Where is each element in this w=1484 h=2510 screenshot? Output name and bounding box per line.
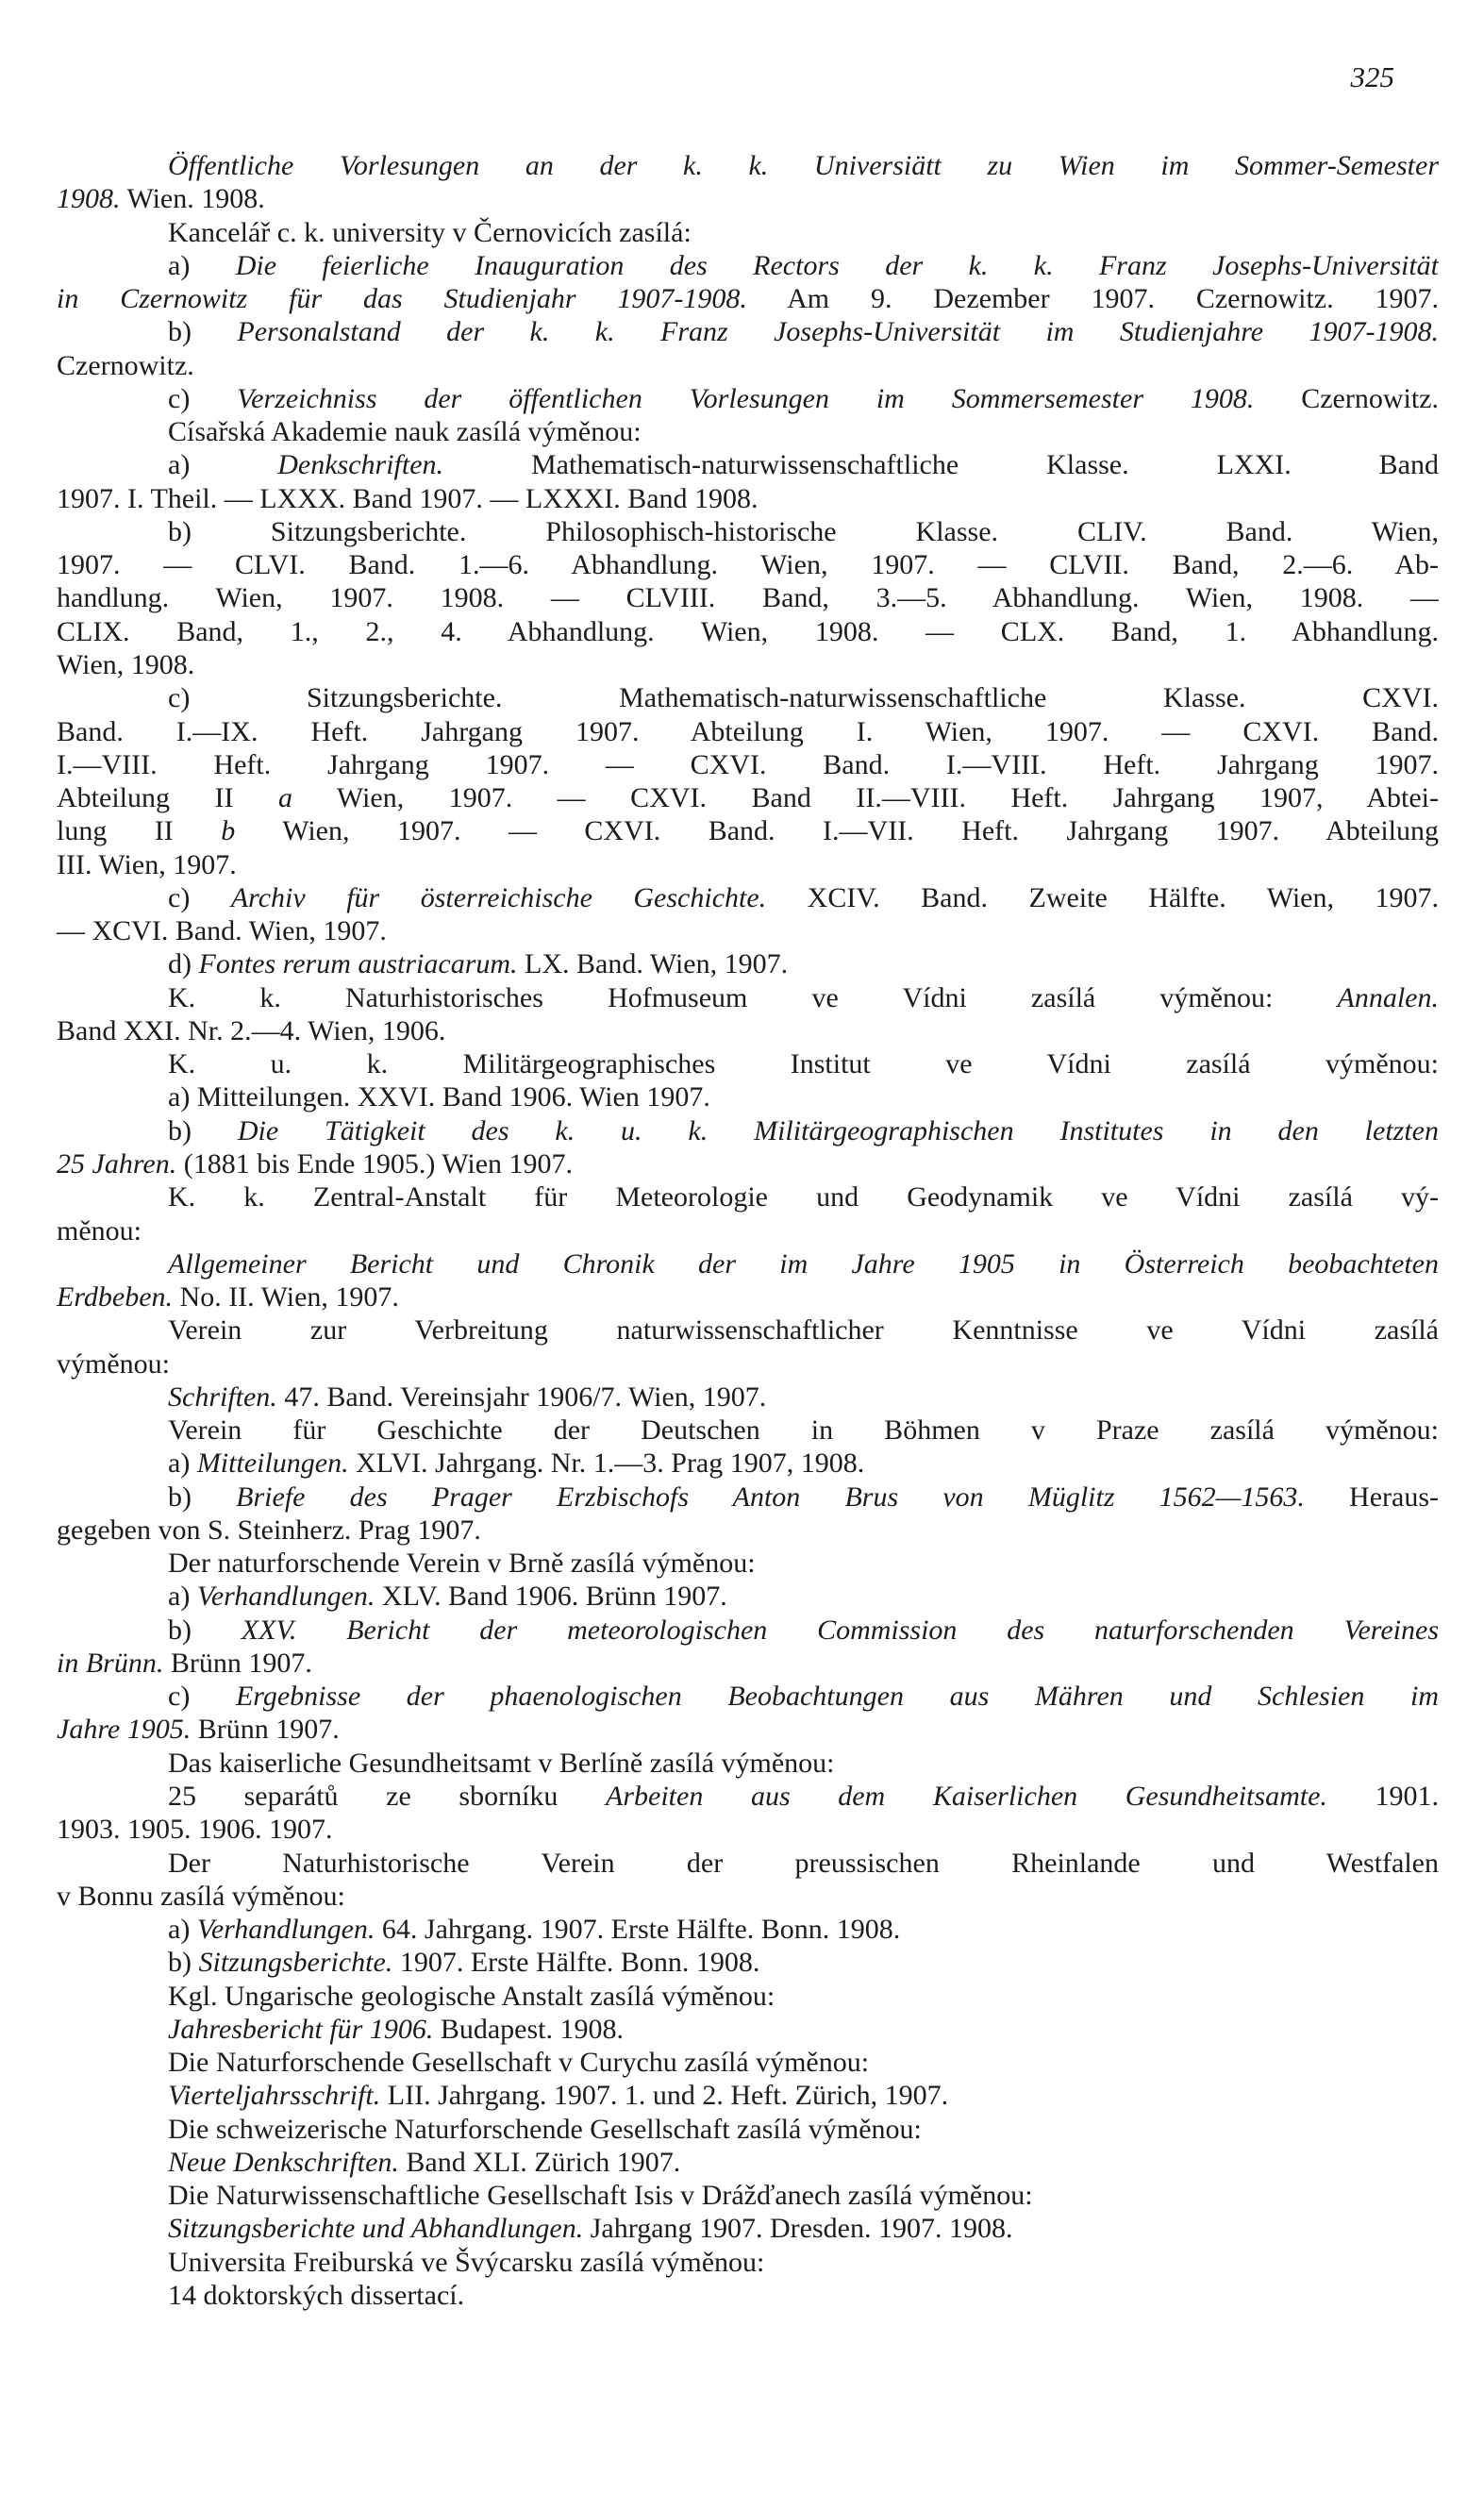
text-segment: Die schweizerische Naturforschende Gesellschaft zasílá výměnou: [168, 2113, 922, 2145]
italic-text: 25 Jahren. [57, 1147, 177, 1180]
text-segment: Das kaiserliche Gesundheitsamt v Berlíně zasílá výměnou: [168, 1747, 835, 1779]
text-segment: K. k. Naturhistorisches Hofmuseum ve Vídni zasílá výměnou: [168, 981, 1338, 1013]
text-segment: Mathematisch-naturwissenschaftliche Klasse. LXXI. Band [443, 449, 1439, 481]
text-segment: 1907. I. Theil. — LXXX. Band 1907. — LXXXI. Band 1908. [57, 482, 759, 514]
text-segment: c) Sitzungsberichte. Mathematisch-naturwissenschaftliche Klasse. CXVI. [168, 682, 1439, 714]
text-segment: XLV. Band 1906. Brünn 1907. [375, 1581, 727, 1613]
text-line [57, 615, 1439, 648]
italic-text: Vierteljahrsschrift. [168, 2080, 381, 2112]
text-segment: XCIV. Band. Zweite Hälfte. Wien, 1907. [766, 881, 1439, 913]
text-segment: gegeben von S. Steinherz. Prag 1907. [57, 1514, 481, 1546]
text-line [57, 182, 1439, 215]
text-line [57, 1647, 1439, 1680]
text-line [57, 282, 1439, 315]
italic-text: in Brünn. [57, 1647, 164, 1679]
text-line [57, 1080, 1439, 1113]
text-segment: Wien, 1907. — CXVI. Band II.—VIII. Heft. Jahrgang 1907, Abtei- [292, 782, 1439, 814]
text-segment: d) [168, 948, 199, 980]
text-line [57, 1414, 1439, 1447]
text-segment: a) Mitteilungen. XXVI. Band 1906. Wien 1907. [168, 1081, 710, 1113]
text-segment: K. u. k. Militärgeographisches Institut ve Vídni zasílá výměnou: [168, 1048, 1439, 1080]
text-line [57, 681, 1439, 714]
text-segment: Wien, 1908. [57, 648, 195, 680]
text-line [57, 947, 1439, 980]
text-line [57, 1946, 1439, 1979]
text-segment: a) [168, 1581, 197, 1613]
text-line [57, 482, 1439, 515]
text-segment: Czernowitz. [1254, 382, 1439, 414]
text-line [57, 1713, 1439, 1746]
italic-text: a [277, 782, 292, 814]
text-segment: XLVI. Jahrgang. Nr. 1.—3. Prag 1907, 1908. [348, 1447, 865, 1480]
text-line [57, 2246, 1439, 2279]
italic-text: Verhandlungen. [196, 1914, 375, 1946]
text-segment: Císařská Akademie nauk zasílá výměnou: [168, 416, 642, 448]
text-segment: Jahrgang 1907. Dresden. 1907. 1908. [583, 2213, 1013, 2245]
italic-text: Sitzungsberichte. [198, 1947, 393, 1979]
text-segment: Heraus- [1304, 1481, 1439, 1513]
text-segment: b) Sitzungsberichte. Philosophisch-historische Klasse. CLIV. Band. Wien, [168, 515, 1439, 547]
text-segment: LII. Jahrgang. 1907. 1. und 2. Heft. Zürich, 1907. [380, 2080, 949, 2112]
text-segment: Kgl. Ungarische geologische Anstalt zasílá výměnou: [168, 1980, 775, 2012]
text-line [57, 415, 1439, 448]
text-segment: 64. Jahrgang. 1907. Erste Hälfte. Bonn. 1908. [375, 1914, 901, 1946]
text-line [57, 715, 1439, 748]
text-line [57, 1514, 1439, 1547]
italic-text: Ergebnisse der phaenologischen Beobachtungen aus Mähren und Schlesien im [235, 1681, 1439, 1713]
italic-text: Mitteilungen. [196, 1447, 349, 1480]
text-segment: měnou: [57, 1214, 142, 1247]
text-segment: b) [168, 316, 238, 348]
text-segment: 14 doktorských dissertací. [168, 2280, 465, 2311]
text-line [57, 1214, 1439, 1247]
text-segment: handlung. Wien, 1907. 1908. — CLVIII. Band, 3.—5. Abhandlung. Wien, 1908. — [57, 582, 1439, 614]
italic-text: Erdbeben. [57, 1281, 174, 1314]
text-line [57, 2146, 1439, 2179]
italic-text: b [221, 815, 236, 847]
text-line [57, 581, 1439, 614]
text-line [57, 881, 1439, 914]
text-segment: c) [168, 1681, 236, 1713]
text-segment: Abteilung II [57, 782, 278, 814]
text-segment: Brünn 1907. [163, 1647, 312, 1679]
text-line [57, 1380, 1439, 1414]
text-line [57, 515, 1439, 548]
text-segment: No. II. Wien, 1907. [173, 1281, 399, 1314]
text-line [57, 748, 1439, 781]
text-segment: LX. Band. Wien, 1907. [517, 948, 789, 980]
text-line [57, 2113, 1439, 2146]
text-segment: Wien. 1908. [120, 183, 265, 215]
text-segment: a) [168, 1914, 197, 1946]
text-segment: c) [168, 382, 238, 414]
text-line [57, 781, 1439, 814]
text-line [57, 349, 1439, 382]
text-line [57, 2179, 1439, 2212]
text-segment: Brünn 1907. [191, 1714, 340, 1746]
text-line [57, 1980, 1439, 2013]
italic-text: Arbeiten aus dem Kaiserlichen Gesundheitsamte. [606, 1781, 1327, 1813]
text-segment: Budapest. 1908. [433, 2013, 625, 2045]
italic-text: Fontes rerum austriacarum. [198, 948, 518, 980]
italic-text: Verhandlungen. [196, 1581, 375, 1613]
italic-text: XXV. Bericht der meteorologischen Commission des naturforschenden Vereines [241, 1614, 1439, 1646]
italic-text: Die feierliche Inauguration des Rectors der k. k. Franz Josephs-Universität [235, 249, 1439, 281]
text-segment: b) [168, 1614, 242, 1646]
text-line [57, 2212, 1439, 2245]
italic-text: Sitzungsberichte und Abhandlungen. [168, 2213, 584, 2245]
text-segment: b) [168, 1947, 199, 1979]
text-segment: 1907. Erste Hälfte. Bonn. 1908. [392, 1947, 760, 1979]
text-segment: 1903. 1905. 1906. 1907. [57, 1814, 333, 1846]
text-segment: Universita Freiburská ve Švýcarsku zasílá výměnou: [168, 2246, 765, 2278]
italic-text: 1908. [57, 183, 121, 215]
text-line [57, 814, 1439, 847]
text-line [57, 149, 1439, 182]
text-line [57, 249, 1439, 282]
text-segment: Verein für Geschichte der Deutschen in Böhmen v Praze zasílá výměnou: [168, 1414, 1439, 1447]
text-line [57, 1747, 1439, 1780]
text-segment: Die Naturforschende Gesellschaft v Curychu zasílá výměnou: [168, 2047, 870, 2079]
text-segment: K. k. Zentral-Anstalt für Meteorologie und Geodynamik ve Vídni zasílá vý- [168, 1181, 1439, 1213]
text-segment: 1907. — CLVI. Band. 1.—6. Abhandlung. Wien, 1907. — CLVII. Band, 2.—6. Ab- [57, 549, 1439, 581]
text-segment: Band XLI. Zürich 1907. [398, 2146, 681, 2178]
text-segment: (1881 bis Ende 1905.) Wien 1907. [176, 1147, 574, 1180]
text-line [57, 1847, 1439, 1880]
italic-text: Verzeichniss der öffentlichen Vorlesungen im Sommersemester 1908. [237, 382, 1255, 414]
text-line [57, 382, 1439, 415]
text-line [57, 848, 1439, 881]
text-line [57, 1180, 1439, 1213]
text-segment: Am 9. Dezember 1907. Czernowitz. 1907. [746, 283, 1439, 315]
text-segment: 47. Band. Vereinsjahr 1906/7. Wien, 1907. [276, 1380, 767, 1413]
page-number: 325 [1350, 60, 1394, 93]
text-segment: I.—VIII. Heft. Jahrgang 1907. — CXVI. Band. I.—VIII. Heft. Jahrgang 1907. [57, 748, 1439, 780]
text-line [57, 448, 1439, 481]
body-text [57, 149, 1439, 2312]
italic-text: Personalstand der k. k. Franz Josephs-Universität im Studienjahre 1907-1908. [237, 316, 1439, 348]
text-line [57, 1547, 1439, 1580]
text-line [57, 2013, 1439, 2046]
text-segment: Die Naturwissenschaftliche Gesellschaft Isis v Drážďanech zasílá výměnou: [168, 2180, 1033, 2212]
text-line [57, 1680, 1439, 1713]
text-segment: Band. I.—IX. Heft. Jahrgang 1907. Abteilung I. Wien, 1907. — CXVI. Band. [57, 715, 1439, 747]
text-line [57, 216, 1439, 249]
text-line [57, 548, 1439, 581]
italic-text: Jahre 1905. [57, 1714, 192, 1746]
text-line [57, 1780, 1439, 1813]
italic-text: Archiv für österreichische Geschichte. [230, 881, 767, 913]
text-line [57, 1880, 1439, 1913]
text-line [57, 1280, 1439, 1314]
text-segment: 25 separátů ze sborníku [168, 1781, 607, 1813]
text-segment: výměnou: [57, 1347, 170, 1380]
text-line [57, 1813, 1439, 1846]
text-line [57, 914, 1439, 947]
text-line [57, 2279, 1439, 2312]
text-segment: lung II [57, 815, 222, 847]
text-line [57, 648, 1439, 681]
text-line [57, 1580, 1439, 1613]
italic-text: Briefe des Prager Erzbischofs Anton Brus von Müglitz 1562—1563. [236, 1481, 1305, 1513]
italic-text: in Czernowitz für das Studienjahr 1907-1908. [57, 283, 747, 315]
italic-text: Denkschriften. [277, 449, 444, 481]
text-segment: CLIX. Band, 1., 2., 4. Abhandlung. Wien, 1908. — CLX. Band, 1. Abhandlung. [57, 615, 1439, 647]
text-segment: v Bonnu zasílá výměnou: [57, 1880, 345, 1912]
text-line [57, 315, 1439, 348]
italic-text: Die Tätigkeit des k. u. k. Militärgeographischen Institutes in den letzten [237, 1114, 1439, 1146]
text-segment: Der Naturhistorische Verein der preussischen Rheinlande und Westfalen [168, 1847, 1439, 1879]
italic-text: Öffentliche Vorlesungen an der k. k. Universiätt zu Wien im Sommer-Semester [168, 150, 1439, 181]
text-segment: — XCVI. Band. Wien, 1907. [57, 915, 387, 947]
text-segment: III. Wien, 1907. [57, 848, 237, 880]
italic-text: Annalen. [1337, 981, 1439, 1013]
italic-text: Jahresbericht für 1906. [168, 2013, 434, 2045]
text-segment: Der naturforschende Verein v Brně zasílá výměnou: [168, 1548, 756, 1580]
text-line [57, 1347, 1439, 1380]
text-line [57, 1014, 1439, 1047]
italic-text: Schriften. [168, 1380, 277, 1413]
italic-text: Neue Denkschriften. [168, 2146, 399, 2178]
text-line [57, 2079, 1439, 2112]
text-segment: Wien, 1907. — CXVI. Band. I.—VII. Heft. Jahrgang 1907. Abteilung [235, 815, 1439, 847]
text-segment: a) [168, 449, 278, 481]
italic-text: Allgemeiner Bericht und Chronik der im Jahre 1905 in Österreich beobachteten [168, 1247, 1439, 1280]
text-segment: b) [168, 1481, 237, 1513]
text-segment: Band XXI. Nr. 2.—4. Wien, 1906. [57, 1014, 446, 1046]
text-segment: Czernowitz. [57, 349, 194, 381]
text-line [57, 1447, 1439, 1480]
text-segment: Verein zur Verbreitung naturwissenschaftlicher Kenntnisse ve Vídni zasílá [168, 1314, 1439, 1347]
text-line [57, 1247, 1439, 1280]
text-segment: a) [168, 1447, 197, 1480]
text-line [57, 1114, 1439, 1147]
text-line [57, 981, 1439, 1014]
text-segment: c) [168, 881, 231, 913]
text-line [57, 1913, 1439, 1946]
text-line [57, 1481, 1439, 1514]
text-line [57, 1147, 1439, 1180]
text-line [57, 1314, 1439, 1347]
text-line [57, 1047, 1439, 1080]
text-segment: a) [168, 249, 236, 281]
text-segment: b) [168, 1114, 238, 1146]
text-line [57, 2046, 1439, 2079]
text-segment: Kancelář c. k. university v Černovicích zasílá: [168, 216, 692, 248]
text-line [57, 1614, 1439, 1647]
text-segment: 1901. [1326, 1781, 1439, 1813]
